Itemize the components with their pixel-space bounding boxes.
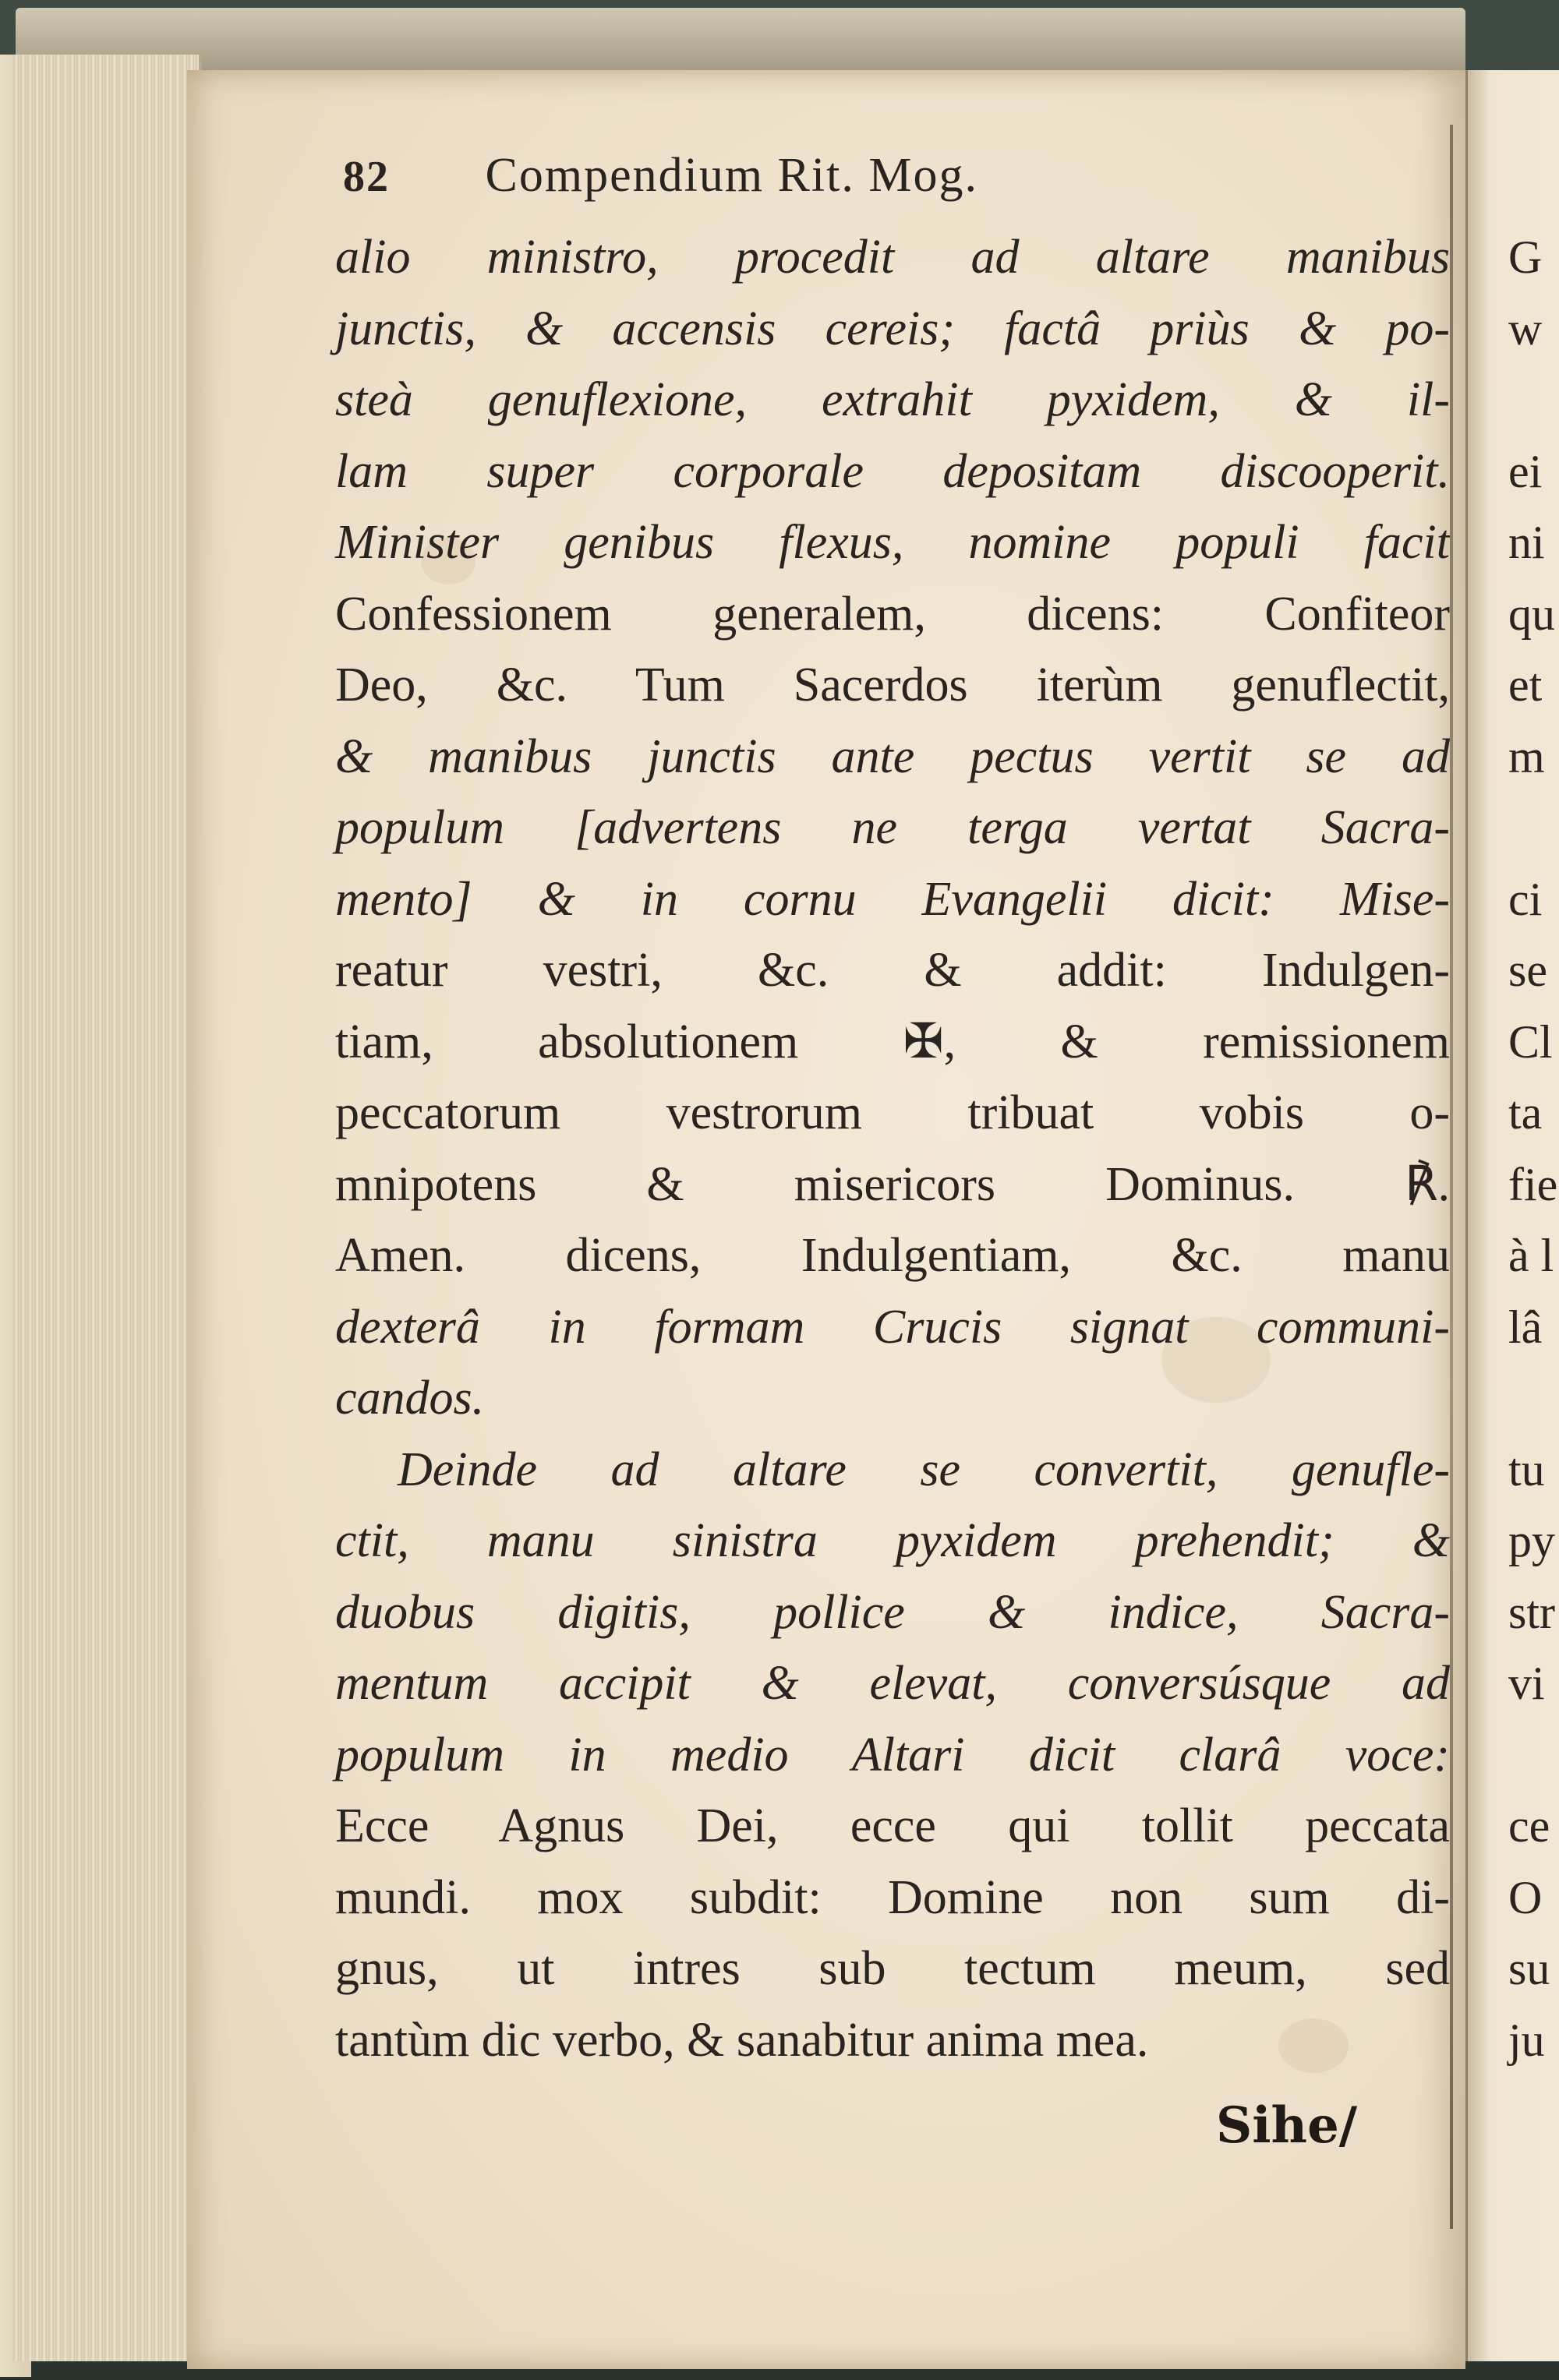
- facing-line-fragment: [1508, 793, 1557, 864]
- facing-line-fragment: G: [1508, 231, 1543, 283]
- facing-line-fragment: fie: [1508, 1158, 1558, 1210]
- text-line: mentum accipit & elevat, conversúsque ad: [335, 1657, 1450, 1710]
- facing-line-fragment: ju: [1508, 2014, 1545, 2066]
- catchword: Sihe/: [1216, 2096, 1358, 2155]
- text-line: mundi. mox subdit: Domine non sum di-: [335, 1870, 1450, 1924]
- facing-line-fragment: ni: [1508, 517, 1545, 568]
- text-line: junctis, & accensis cereis; factâ priùs & po-: [335, 302, 1450, 355]
- facing-line-fragment: O: [1508, 1871, 1543, 1923]
- facing-line-fragment: se: [1508, 945, 1547, 996]
- text-line: Amen. dicens, Indulgentiam, &c. manu: [335, 1229, 1450, 1282]
- text-line: Ecce Agnus Dei, ecce qui tollit peccata: [335, 1799, 1450, 1852]
- text-line: & manibus junctis ante pectus vertit se ad: [335, 729, 1450, 783]
- page-body-text: [335, 222, 1450, 2076]
- facing-line-fragment: m: [1508, 730, 1545, 782]
- facing-line-fragment: su: [1508, 1943, 1550, 1994]
- facing-line-fragment: w: [1508, 302, 1543, 355]
- text-line: lam super corporale depositam discooperit.: [335, 444, 1450, 498]
- facing-line-fragment: ci: [1508, 873, 1543, 925]
- facing-page-text: [1508, 222, 1557, 2076]
- text-line: Confessionem generalem, dicens: Confiteor: [335, 587, 1450, 641]
- text-line: dexterâ in formam Crucis signat communi-: [335, 1300, 1450, 1354]
- text-line: duobus digitis, pollice & indice, Sacra-: [335, 1585, 1450, 1639]
- facing-line-fragment: py: [1508, 1515, 1555, 1566]
- facing-line-fragment: [1508, 1720, 1557, 1792]
- text-line: tantùm dic verbo, & sanabitur anima mea.: [335, 2013, 1149, 2067]
- text-line: gnus, ut intres sub tectum meum, sed: [335, 1942, 1450, 1995]
- facing-line-fragment: ce: [1508, 1800, 1550, 1852]
- text-line: populum [advertens ne terga vertat Sacra-: [335, 801, 1450, 854]
- text-line: ctit, manu sinistra pyxidem prehendit; &: [335, 1514, 1450, 1567]
- text-line: mento] & in cornu Evangelii dicit: Mise-: [335, 872, 1450, 926]
- text-line: mnipotens & misericors Dominus. ℟.: [335, 1157, 1450, 1211]
- text-line: tiam, absolutionem ✠, & remissionem: [335, 1015, 1450, 1068]
- facing-line-fragment: ta: [1508, 1087, 1543, 1139]
- gutter: [1450, 125, 1453, 2229]
- text-line: Deo, &c. Tum Sacerdos iterùm genuflectit,: [335, 659, 1450, 712]
- facing-line-fragment: ei: [1508, 445, 1543, 497]
- facing-line-fragment: [1508, 365, 1557, 436]
- book-top-edge: [16, 8, 1465, 78]
- running-title: Compendium Rit. Mog.: [485, 149, 978, 202]
- text-line: reatur vestri, &c. & addit: Indulgen-: [335, 944, 1450, 997]
- facing-line-fragment: qu: [1508, 588, 1555, 640]
- page-number: 82: [343, 153, 390, 201]
- facing-line-fragment: à l: [1508, 1230, 1554, 1281]
- page-fore-edge: [12, 55, 202, 2361]
- facing-line-fragment: lâ: [1508, 1301, 1543, 1353]
- text-line: Minister genibus flexus, nomine populi facit: [335, 516, 1450, 569]
- text-line: Deinde ad altare se convertit, genufle-: [398, 1442, 1450, 1496]
- facing-line-fragment: vi: [1508, 1658, 1545, 1709]
- text-line: alio ministro, procedit ad altare manibus: [335, 231, 1450, 284]
- facing-line-fragment: tu: [1508, 1443, 1545, 1495]
- text-line: peccatorum vestrorum tribuat vobis o-: [335, 1086, 1450, 1139]
- facing-line-fragment: str: [1508, 1586, 1555, 1638]
- text-line: steà genuflexione, extrahit pyxidem, & il-: [335, 373, 1450, 426]
- facing-line-fragment: et: [1508, 659, 1543, 711]
- facing-line-fragment: [1508, 1363, 1557, 1435]
- facing-line-fragment: Cl: [1508, 1015, 1553, 1068]
- text-line: populum in medio Altari dicit clarâ voce:: [335, 1728, 1450, 1781]
- running-head: [343, 148, 978, 218]
- text-line: candos.: [335, 1372, 485, 1425]
